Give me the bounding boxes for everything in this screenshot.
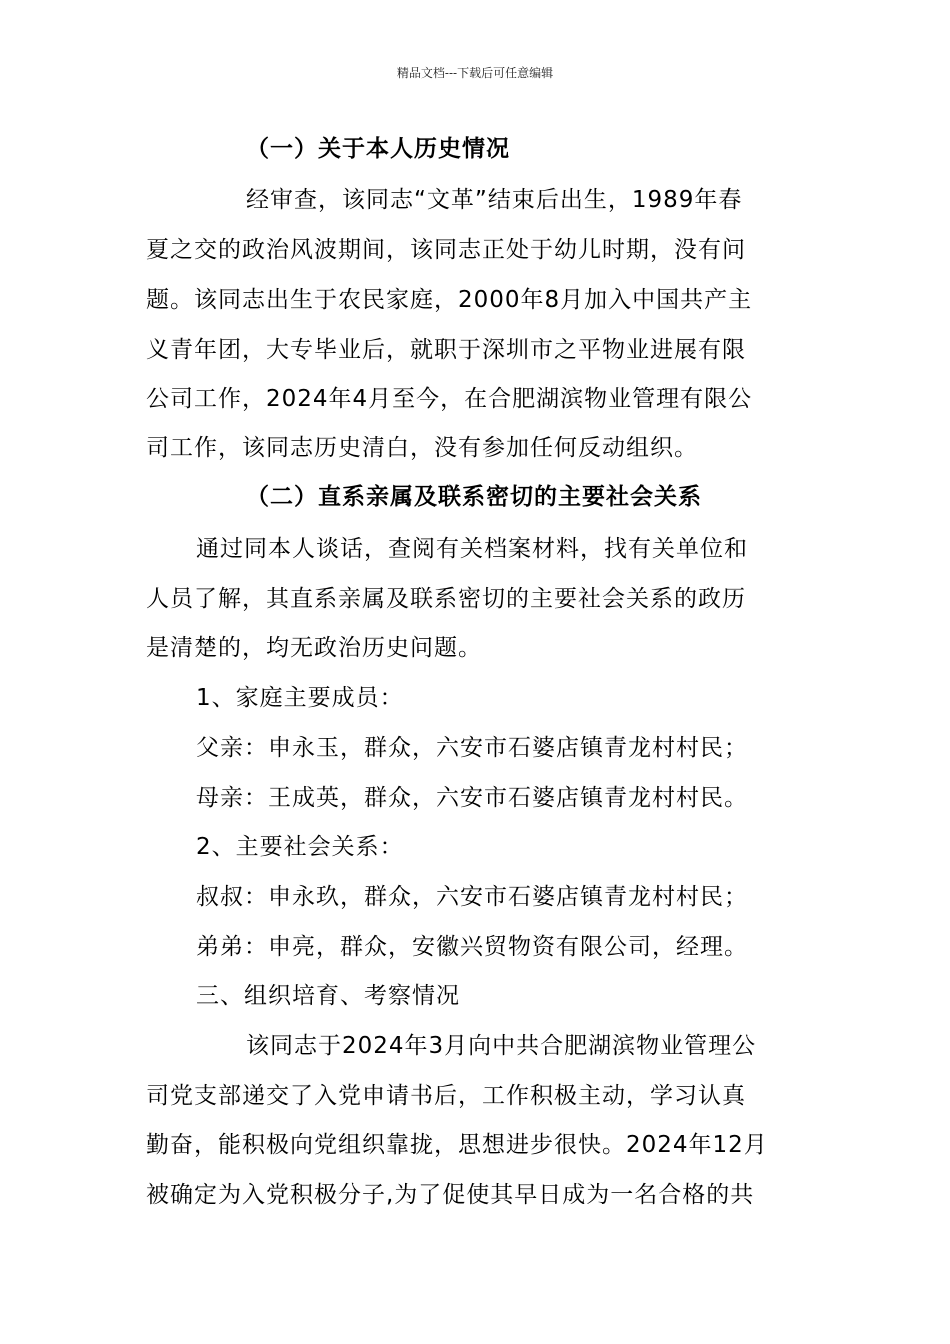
list-heading: 1、家庭主要成员：	[196, 685, 404, 711]
list-heading: 2、主要社会关系：	[196, 834, 404, 860]
list-item: 母亲：王成英，群众，六安市石婆店镇青龙村村民。	[196, 785, 748, 811]
paragraph-line: 夏之交的政治风波期间，该同志正处于幼儿时期，没有问	[146, 237, 746, 263]
paragraph-line: 义青年团，大专毕业后，就职于深圳市之平物业进展有限	[146, 337, 746, 363]
paragraph-line: 是清楚的，均无政治历史问题。	[146, 635, 482, 661]
paragraph-line: 被确定为入党积极分子,为了促使其早日成为一名合格的共	[146, 1182, 755, 1208]
list-item: 父亲：申永玉，群众，六安市石婆店镇青龙村村民；	[196, 735, 748, 761]
paragraph-line: 司党支部递交了入党申请书后，工作积极主动，学习认真	[146, 1083, 746, 1109]
section-heading-3: 三、组织培育、考察情况	[196, 983, 460, 1009]
paragraph-line: 经审查，该同志“文革”结束后出生，1989年春	[246, 187, 743, 213]
paragraph-line: 该同志于2024年3月向中共合肥湖滨物业管理公	[246, 1033, 757, 1059]
paragraph-line: 人员了解，其直系亲属及联系密切的主要社会关系的政历	[146, 586, 746, 612]
paragraph-line: 题。该同志出生于农民家庭，2000年8月加入中国共产主	[146, 287, 753, 313]
list-item: 弟弟：申亮，群众，安徽兴贸物资有限公司，经理。	[196, 934, 748, 960]
list-item: 叔叔：申永玖，群众，六安市石婆店镇青龙村村民；	[196, 884, 748, 910]
paragraph-line: 通过同本人谈话，查阅有关档案材料，找有关单位和	[196, 536, 748, 562]
section-heading-2: （二）直系亲属及联系密切的主要社会关系	[246, 484, 702, 510]
paragraph-line: 司工作，该同志历史清白，没有参加任何反动组织。	[146, 435, 698, 461]
page-header: 精品文档---下载后可任意编辑	[396, 66, 554, 80]
paragraph-line: 勤奋，能积极向党组织靠拢，思想进步很快。2024年12月	[146, 1132, 768, 1158]
section-heading-1: （一）关于本人历史情况	[246, 136, 510, 162]
paragraph-line: 公司工作，2024年4月至今，在合肥湖滨物业管理有限公	[146, 386, 753, 412]
